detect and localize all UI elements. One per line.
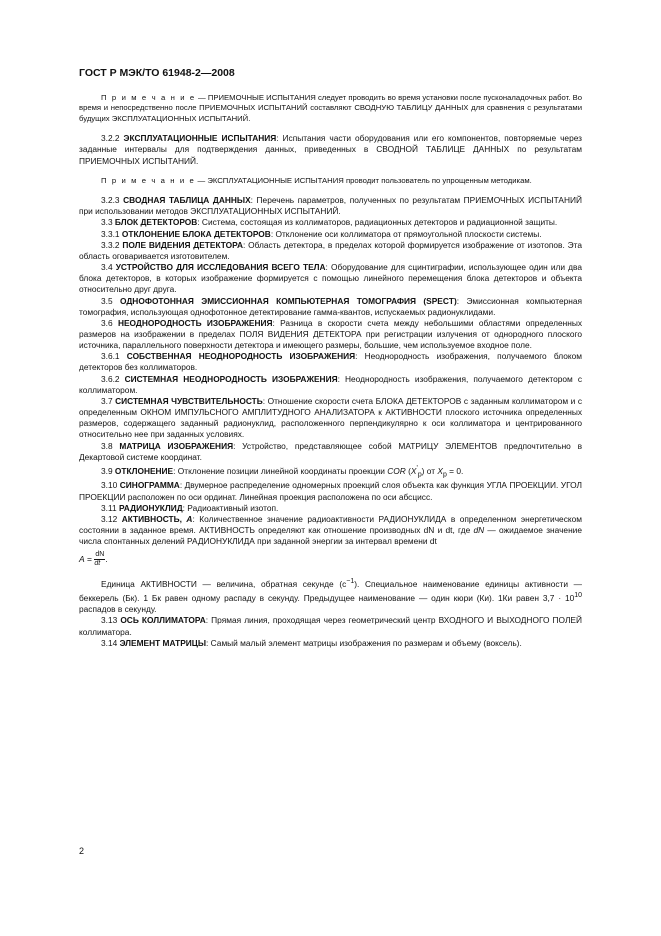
xp2-symbol: X (437, 465, 443, 476)
definition-3-3-1 (79, 229, 582, 240)
definition-number: 3.3 (101, 217, 115, 228)
dn-symbol: dN (473, 525, 485, 536)
definition-text: : Количественное значение радиоактивности РАДИОНУКЛИДА в определенном энергетическом состоянии в заданное время. АКТИВНОСТЬ определяют как отношение производных (79, 513, 582, 536)
definition-3-13 (79, 615, 582, 637)
definition-term: СИСТЕМНАЯ ЧУВСТВИТЕЛЬНОСТЬ (115, 395, 263, 406)
document-body (79, 93, 582, 649)
definition-number: 3.11 (101, 502, 119, 513)
definition-text: : Самый малый элемент матрицы изображения по размерам и объему (воксель). (206, 637, 522, 648)
definition-3-8 (79, 441, 582, 463)
definition-term: ОДНОФОТОННАЯ ЭМИССИОННАЯ КОМПЬЮТЕРНАЯ ТОМОГРАФИЯ (SPECT) (119, 295, 457, 306)
curie-exponent: 10 (574, 592, 582, 600)
definition-text: : Отношение скорости счета БЛОКА ДЕТЕКТОРОВ с заданным коллиматором и с определенным ОКНОМ ИМПУЛЬСНОГО АМПЛИТУДНОГО АНАЛИЗАТОРА к АКТИВНОСТИ плоского источника определенных размеров, содержащего заданный радионуклид, расположенного перпендикулярно к оси коллиматора и центрированного относительно нее при заданных условиях. (79, 395, 582, 440)
definition-term: РАДИОНУКЛИД (118, 502, 183, 513)
xp-symbol: X (410, 465, 417, 476)
definition-term: ЭКСПЛУАТАЦИОННЫЕ ИСПЫТАНИЯ (123, 133, 277, 144)
fraction-denominator: dt (94, 560, 101, 568)
definition-number: 3.3.1 (101, 228, 122, 239)
dt-symbol: dt (429, 536, 437, 547)
definition-text-continued: — ожидаемое значение числа спонтанных делений РАДИОНУКЛИДА при заданной энергии за интервал времени (79, 525, 582, 547)
document-header: ГОСТ Р МЭК/ТО 61948-2—2008 (79, 67, 235, 79)
activity-symbol: A (186, 513, 193, 524)
definition-text: : Двумерное распределение одномерных проекций слоя объекта как функция УГЛА ПРОЕКЦИИ. УГОЛ ПРОЕКЦИИ расположен по оси ординат. Линейная проекция расположена по оси абсцисс. (79, 480, 583, 502)
definition-number: 3.12 (101, 513, 122, 524)
definition-term: СОБСТВЕННАЯ НЕОДНОРОДНОСТЬ ИЗОБРАЖЕНИЯ (126, 351, 356, 362)
definition-term: ПОЛЕ ВИДЕНИЯ ДЕТЕКТОРА (122, 239, 243, 250)
definition-number: 3.6.1 (101, 351, 127, 362)
definition-3-6-2 (79, 374, 582, 396)
definition-text: : Разница в скорости счета между небольшими областями определенных размеров на изображении в пределах ПОЛЯ ВИДЕНИЯ ДЕТЕКТОРА при регистрации излучения от однородного плоского источника, параллельного поверхности детектора и имеющего размеры, большие, чем используемое входное поле. (79, 317, 582, 351)
fraction-numerator: dN (95, 551, 105, 559)
formula-equals: = (84, 554, 95, 565)
definition-3-9 (79, 463, 582, 481)
note-text: — ПРИЕМОЧНЫЕ ИСПЫТАНИЯ следует проводить во время установки после пусконаладочных работ. Во время и непосредственно после ПРИЕМОЧНЫХ ИСПЫТАНИЙ составляют СВОДНУЮ ТАБЛИЦУ ДАННЫХ для сравнения с результатами будущих ЭКСПЛУАТАЦИОННЫХ ИСПЫТАНИЙ. (79, 93, 582, 123)
definition-3-3 (79, 217, 582, 228)
definition-term: БЛОК ДЕТЕКТОРОВ (114, 217, 198, 228)
definition-term: МАТРИЦА ИЗОБРАЖЕНИЯ (119, 440, 234, 451)
definition-number: 3.2.2 (101, 133, 124, 144)
formula-fraction (94, 551, 108, 568)
definition-number: 3.4 (101, 262, 116, 273)
note-label: П р и м е ч а н и е (101, 93, 196, 102)
definition-number: 3.3.2 (101, 239, 123, 250)
definition-3-7 (79, 396, 582, 441)
definition-3-6 (79, 318, 582, 351)
definition-text: : Область детектора, в пределах которой формируется изображение от изотопов. Эта область оговаривается изготовителем. (79, 239, 582, 261)
definition-3-10 (79, 480, 582, 502)
definition-term: ОТКЛОНЕНИЕ (114, 465, 174, 476)
definition-term: ОСЬ КОЛЛИМАТОРА (120, 615, 206, 626)
activity-unit-paragraph (79, 576, 582, 615)
note-acceptance-tests (79, 93, 582, 124)
note-label: П р и м е ч а н и е (101, 175, 196, 185)
definition-text: : Неоднородность изображения, получаемого блоком детекторов без коллиматоров. (79, 351, 582, 373)
note-operational-tests (79, 176, 582, 186)
definition-term: НЕОДНОРОДНОСТЬ ИЗОБРАЖЕНИЯ (117, 317, 273, 328)
definition-number: 3.9 (101, 465, 115, 476)
paren-close: ) от (421, 465, 438, 476)
definition-3-3-2 (79, 240, 582, 262)
definition-text: : Система, состоящая из коллиматоров, радиационных детекторов и радиационной защиты. (197, 217, 558, 228)
definition-term: СИНОГРАММА (119, 480, 180, 491)
definition-3-12 (79, 514, 582, 547)
definition-text: : Неоднородность изображения, получаемого детектором с коллиматором. (79, 373, 582, 395)
dt-symbol: dt (445, 525, 453, 536)
definition-term: УСТРОЙСТВО ДЛЯ ИССЛЕДОВАНИЯ ВСЕГО ТЕЛА (115, 262, 326, 273)
page-number: 2 (79, 846, 85, 856)
definition-text: : Отклонение позиции линейной координаты проекции (173, 465, 388, 476)
formula-lhs: A (79, 554, 85, 565)
definition-term: СВОДНАЯ ТАБЛИЦА ДАННЫХ (123, 195, 251, 206)
definition-text: : Отклонение оси коллиматора от прямоугольной плоскости системы. (270, 228, 542, 239)
definition-3-5 (79, 296, 582, 318)
definition-number: 3.10 (101, 480, 120, 491)
definition-3-6-1 (79, 351, 582, 373)
definition-3-4 (79, 262, 582, 295)
definition-text: : Прямая линия, проходящая через геометрический центр ВХОДНОГО И ВЫХОДНОГО ПОЛЕЙ коллиматора. (79, 615, 582, 637)
definition-number: 3.7 (101, 395, 116, 406)
definition-text: : Радиоактивный изотоп. (182, 502, 279, 513)
xp2-subscript: p (442, 471, 447, 479)
unit-text: ). Специальное наименование единицы активности — беккерель (Бк). 1 Бк равен одному распаду в секунду. Предыдущее наименование — один кюри (Ки). 1Ки равен 3,7 · 10 (79, 579, 582, 604)
definition-term: ОТКЛОНЕНИЕ БЛОКА ДЕТЕКТОРОВ (121, 228, 271, 239)
equation-tail: = 0. (446, 465, 464, 476)
definition-number: 3.6 (101, 317, 118, 328)
definition-number: 3.2.3 (101, 195, 124, 206)
definition-number: 3.13 (101, 615, 121, 626)
definition-number: 3.5 (101, 295, 120, 306)
definition-text: : Эмиссионная компьютерная томография, использующая однофотонное детектирование гамма-квантов, испускаемых радионуклидами. (79, 295, 583, 317)
definition-number: 3.6.2 (101, 373, 125, 384)
unit-text: распадов в секунду. (79, 604, 157, 615)
formula-end: . (105, 554, 108, 565)
paren-open: ( (405, 465, 411, 476)
dn-symbol: dN (423, 525, 435, 536)
xp-prime: ' (416, 464, 418, 472)
definition-text: : Испытания части оборудования или его компонентов, повторяемые через заданные интервалы для подтверждения данных, приведенных в СВОДНОЙ ТАБЛИЦЕ ДАННЫХ по результатам ПРИЕМОЧНЫХ ИСПЫТАНИЙ. (79, 133, 582, 166)
definition-number: 3.14 (101, 637, 120, 648)
definition-term: ЭЛЕМЕНТ МАТРИЦЫ (119, 637, 207, 648)
definition-3-14 (79, 638, 582, 649)
definition-term: АКТИВНОСТЬ, (121, 513, 187, 524)
definition-term: СИСТЕМНАЯ НЕОДНОРОДНОСТЬ ИЗОБРАЖЕНИЯ (124, 373, 338, 384)
cor-symbol: COR (387, 465, 406, 476)
xp-subscript: p (417, 471, 422, 479)
definition-text: : Перечень параметров, полученных по результатам ПРИЕМОЧНЫХ ИСПЫТАНИЙ при использовании методов ЭКСПЛУАТАЦИОННЫХ ИСПЫТАНИЙ. (79, 195, 582, 217)
where-text: , где (452, 525, 474, 536)
unit-exponent: −1 (346, 578, 355, 586)
definition-text: : Оборудование для сцинтиграфии, использующее один или два блока детекторов, в которых изображение формируется с помощью линейного перемещения блока детекторов и объекта относительно друг друга. (79, 262, 583, 295)
definition-3-2-2 (79, 133, 582, 166)
definition-text: : Устройство, представляющее собой МАТРИЦУ ЭЛЕМЕНТОВ предпочтительно в Декартовой системе координат. (79, 440, 583, 462)
definition-number: 3.8 (101, 440, 120, 451)
conjunction: и (434, 525, 446, 536)
note-text: — ЭКСПЛУАТАЦИОННЫЕ ИСПЫТАНИЯ проводит пользователь по упрощенным методикам. (195, 175, 532, 185)
definition-3-2-3 (79, 195, 582, 217)
unit-text: Единица АКТИВНОСТИ — величина, обратная секунде (с (101, 579, 347, 590)
activity-formula (79, 551, 582, 568)
definition-3-11 (79, 503, 582, 514)
